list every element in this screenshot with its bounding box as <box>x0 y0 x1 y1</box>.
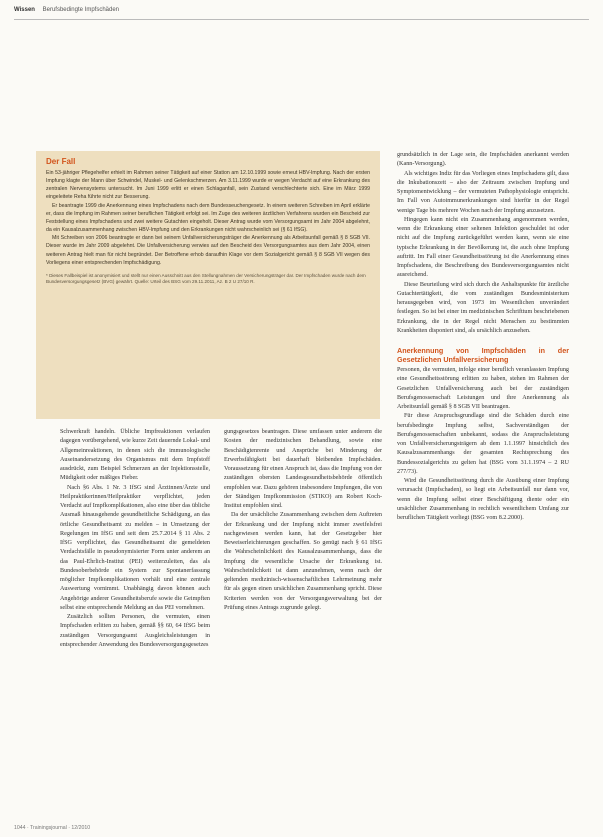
text-column-3 <box>397 151 569 523</box>
body-paragraph: Als wichtiges Indiz für das Vorliegen eines Impfschadens gilt, dass die Inkubationszeit – also der Zeitraum zwischen Impfung und Symptomentwicklung – der vermuteten Pathophysiologie entspricht. Im Fall von Autoimmunerkrankungen sind hierfür in der Regel wenige Tage bis mehrere Wochen nach der Impfung anzusetzen. <box>397 170 569 214</box>
body-paragraph: Diese Beurteilung wird sich durch die Anhaltspunkte für ärztliche Gutachtertätigkeit, die vom zuständigen Bundesministerium herausgegeben wird, von 1973 im Wesentlichen unverändert festlegen. So ist bei einer im medizinischen Schrifttum beschriebenen Erkrankung, die in der Regel nicht Menschen zu bestimmten Krankheiten disponiert sind, als ursächlich anzusehen. <box>397 281 569 334</box>
body-paragraph: gungsgesetzes beantragen. Diese umfassen unter anderem die Kosten der medizinischen Behandlung, sowie eine Beschädigtenrente und Ansprüche bei Minderung der Erwerbsfähigkeit bei dauerhaft bleibenden Impfschäden. Voraussetzung für einen Anspruch ist, dass die Impfung von der zuständigen obersten Landesgesundheitsbehörde öffentlich empfohlen war. Dazu gehören insbesondere Impfungen, die von der Ständigen Impfkommission (STIKO) am Robert Koch-Institut empfohlen sind. <box>224 429 382 509</box>
body-paragraph: Personen, die vermuten, infolge einer beruflich veranlassten Impfung eine Gesundheitsstörung erlitten zu haben, stehen im Rahmen der Gesetzlichen Unfallversicherung auch bei der zuständigen Berufsgenossenschaft Leistungen und ihre Anerkennung als Arbeitsunfall gemäß § 8 SGB VII beantragen. <box>397 367 569 410</box>
case-paragraph: Ein 53-jähriger Pflegehelfer erhielt im Rahmen seiner Tätigkeit auf einer Station am 12.10.1999 sowie erneut HBV-Impfung. Nach der ersten Impfung klagte der Mann über Schwindel, Muskel- und Gelenkschmerzen. Am 3.11.1999 wurde er wegen Verdacht auf eine Erkrankung des zentralen Nervensystems untersucht. Im Juni 1999 erlitt er einen Schlaganfall, sein Zustand verschlechterte sich. Eine im März 1999 eingeleitete Reha führte nicht zur Besserung. <box>46 170 370 201</box>
case-box-body <box>46 169 370 267</box>
section-label: Wissen <box>14 7 35 13</box>
case-box-title: Der Fall <box>46 157 76 166</box>
body-paragraph: Zusätzlich sollten Personen, die vermuten, einen Impfschaden erlitten zu haben, gemäß §§ 60, 64 IfSG beim zuständigen Versorgungsamt Ausgleichsleistungen in entsprechender Anwendung des Bundesversorgungsgesetzes <box>60 614 210 648</box>
topic-label: Berufsbedingte Impfschäden <box>42 7 120 13</box>
page-header <box>14 7 589 21</box>
body-paragraph: Da der ursächliche Zusammenhang zwischen dem Auftreten der Erkrankung und der Impfung nicht immer zweifelsfrei nachgewiesen werden kann, hat der Gesetzgeber hier Beweiserleichterungen geschaffen. So genügt nach § 61 IfSG die Wahrscheinlichkeit des Kausalzusammenhangs, dass die Impfung die wesentliche Ursache der Erkrankung ist. Wahrscheinlichkeit ist dann anzunehmen, wenn nach der geltenden medizinisch-wissenschaftlichen Lehrmeinung mehr für als gegen einen ursächlichen Zusammenhang spricht. Diese Kriterien werden von der Versorgungsverwaltung bei der Prüfung eines Antrags zugrunde gelegt. <box>224 512 382 611</box>
section-heading: Anerkennung von Impfschäden in der Gesetzlichen Unfallversicherung <box>397 346 569 364</box>
body-paragraph: Hingegen kann nicht ein Zusammenhang angenommen werden, wenn die Erkrankung einer seltenen Infektion geschuldet ist oder nicht auf die Impfung zurückgeführt werden kann, wenn sie eine typische Erkrankung in der Bevölkerung ist, die auch ohne Impfung auftritt. Im Fall einer Gesundheitsstörung ist die Anerkennung eines Impfschadens, die Beschreibung des Bundesversorgungsamtes nicht ausreichend. <box>397 216 569 279</box>
body-paragraph: grundsätzlich in der Lage sein, die Impfschäden anerkannt werden (Kann-Versorgung). <box>397 152 569 168</box>
body-paragraph: Für diese Anspruchsgrundlage sind die Schäden durch eine berufsbedingte Impfung selbst, Sachverständigen der Berufsgenossenschaften unbekannt, sodass die Anspruchsleistung von Unfallversicherungsträgern ab dem 1.1.1997 hinsichtlich des Kausalzusammenhangs der gesamten Rechtsprechung des Bundessozialgerichts zu gelten hat (BSG vom 31.1.1974 – 2 RU 277/73). <box>397 413 569 475</box>
header-divider <box>14 19 589 20</box>
body-paragraph: Wird die Gesundheitsstörung durch die Ausübung einer Impfung verursacht (Impfschaden), so liegt ein Arbeitsunfall nur dann vor, wenn die Impfung selbst einer Beschäftigung diente oder ein ursächlicher Zusammenhang in rechtlich wesentlichem Umfang zur beruflichen Tätigkeit vorliegt (BSG vom 8.2.2000). <box>397 478 569 521</box>
text-column-2 <box>224 428 382 613</box>
case-box <box>36 151 380 419</box>
body-paragraph: Nach §6 Abs. 1 Nr. 3 IfSG sind Ärztinnen/Ärzte und Heilpraktikerinnen/Heilpraktiker verpflichtet, jeden Verdacht auf Impfkomplikationen, also eine über das übliche Ausmaß hinausgehende gesundheitliche Schädigung, an das örtliche Gesundheitsamt zu melden – in Umsetzung der Regelungen im IfSG und seit dem 25.7.2014 § 11 Abs. 2 IfSG verpflichtet, das Gesundheitsamt die gemeldeten Verdachtsfälle in pseudonymisierter Form unter anderem an das Paul-Ehrlich-Institut (PEI) weiterzuleiten, das als Bundesoberbehörde ein System zur Spontanerfassung möglicher Impfkomplikationen vorhält und eine zentrale Auswertung vornimmt. Unabhängig davon können auch Angehörige anderer Gesundheitsberufe sowie die Geimpften selbst eine entsprechende Meldung an das PEI vornehmen. <box>60 484 210 611</box>
body-paragraph: Schwerkraft handeln. Übliche Impfreaktionen verlaufen dagegen vorübergehend, wie kurze Zeit dauernde Lokal- und Allgemeinreaktionen, in denen sich die immunologische Auseinandersetzung des Organismus mit dem Impfstoff ausdrückt, zum Beispiel Schmerzen an der Injektionsstelle, Müdigkeit oder mäßiges Fieber. <box>60 429 210 482</box>
case-paragraph: Er beantragte 1999 die Anerkennung eines Impfschadens nach dem Bundesseuchengesetz. In einem weiteren Schreiben im April erklärte er, dass die Impfung im Rahmen seiner beruflichen Tätigkeit erfolgt sei. Im Zuge des weiteren ärztlichen Verfahrens wurden ein Bescheid zur Feststellung eines Impfschadens und zwei weitere Gutachten eingeholt. Dieser Antrag wurde vom Versorgungsamt im Jahr 2004 abgelehnt, da ein Kausalzusammenhang zwischen HBV-Impfung und den Erkrankungen nicht wahrscheinlich sei (§ 61 IfSG). <box>46 202 370 234</box>
page-footer: 1044 · Trainingsjournal · 12/2010 <box>14 825 91 831</box>
text-column-1 <box>60 428 210 650</box>
case-paragraph: Mit Schreiben von 2006 beantragte er dann bei seinem Unfallversicherungsträger die Anerkennung als Arbeitsunfall gemäß § 8 SGB VII. Dieser wurde im Jahr 2009 abgelehnt. Die Unfallversicherung verwies auf den Bescheid des Versorgungsamtes aus dem Jahr 2004, einen weiteren Antrag hielt man für nicht begründet. Der Betroffene erhob daraufhin Klage vor dem Sozialgericht gemäß § 8 SGB VII wegen des Vorliegens einer entsprechenden Impfschädigung. <box>46 235 370 266</box>
case-footnote: * Dieses Fallbeispiel ist anonymisiert und stellt nur einen Ausschnitt aus den Stellungnahmen der Versicherungsträger dar. Der Impfschaden wurde nach dem Bundesversorgungsgesetz (BVG) gewährt. Quelle: Urteil des BSG vom 29.11.2011, Az. B 2 U 27/10 R. <box>46 272 366 285</box>
